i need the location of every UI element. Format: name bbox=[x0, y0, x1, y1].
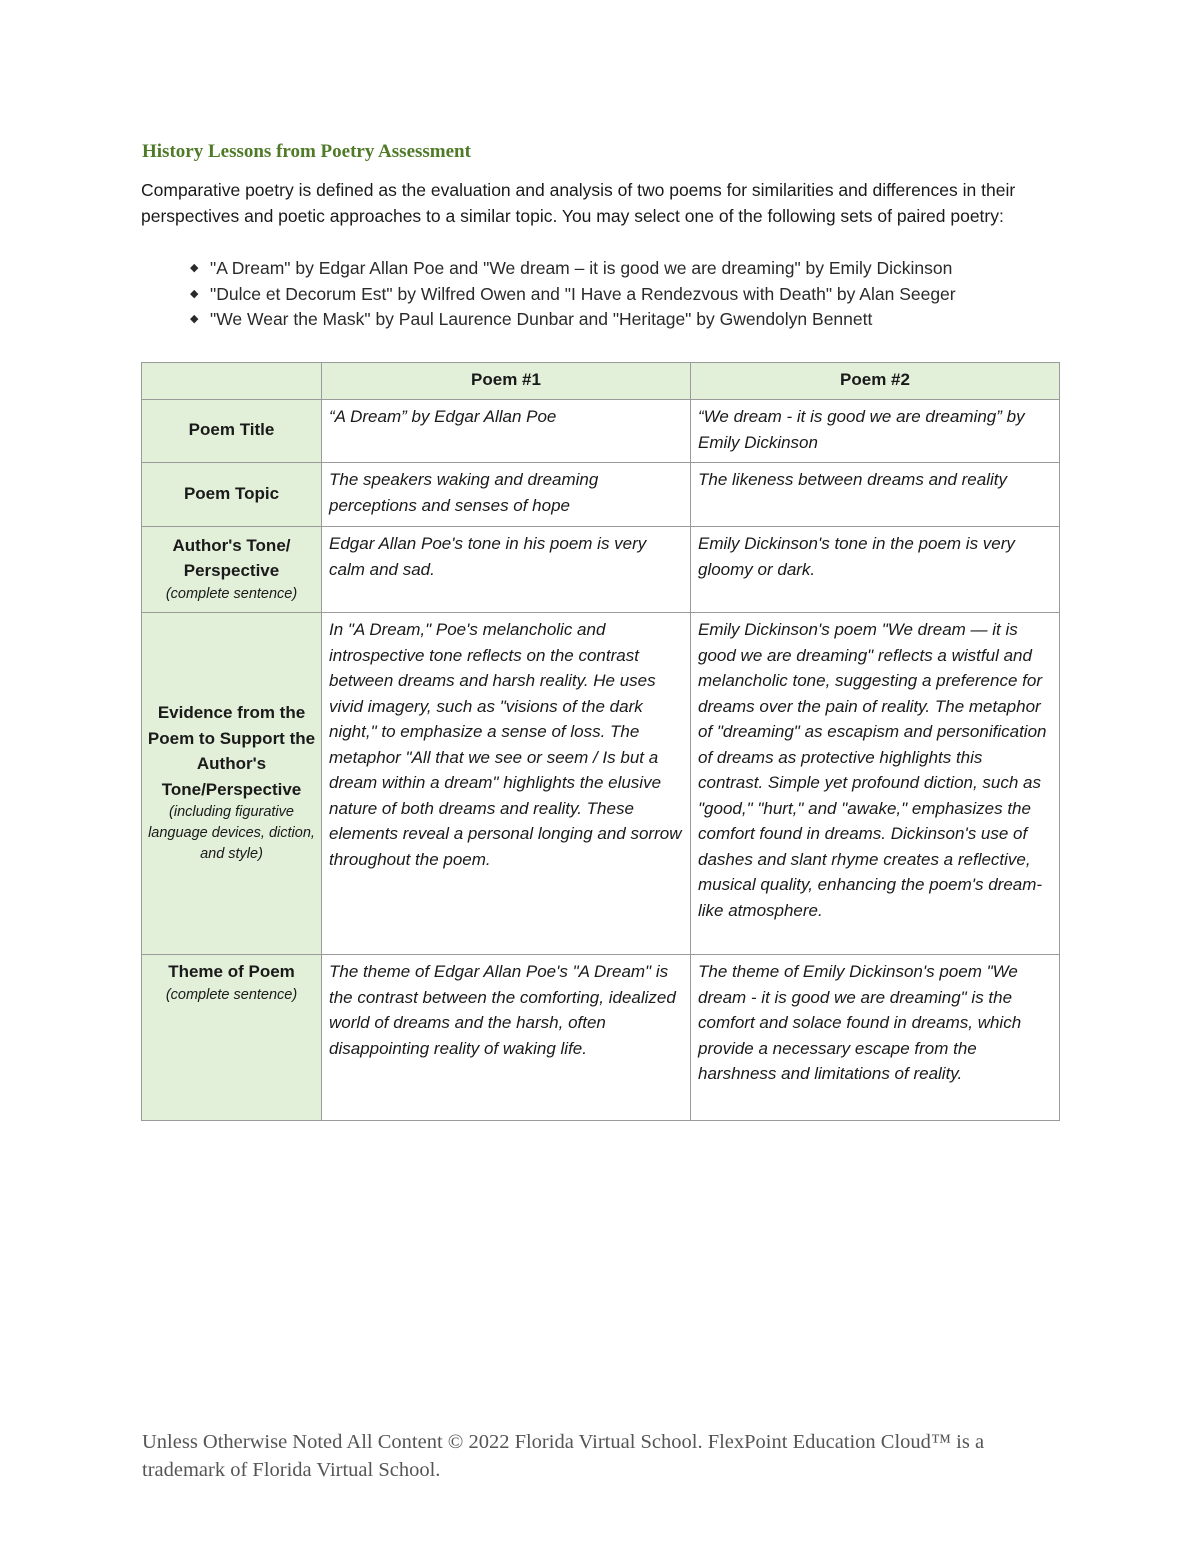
cell-text: In "A Dream," Poe's melancholic and introspective tone reflects on the contrast between dreams and harsh reality. He uses vivid imagery, such as "visions of the dark night," to emphasize a sense of loss. The metaphor "All that we see or seem / Is but a dream within a dream" highlights the elusive nature of both dreams and reality. These elements reveal a personal longing and sorrow throughout the poem. bbox=[329, 620, 682, 869]
row-header-poem-title bbox=[142, 400, 322, 463]
intro-paragraph: Comparative poetry is defined as the evaluation and analysis of two poems for similarities and differences in their perspectives and poetic approaches to a similar topic. You may select one of the following sets of paired poetry: bbox=[141, 180, 1016, 226]
poem-set-list bbox=[190, 256, 956, 333]
row-sublabel: (complete sentence) bbox=[165, 986, 298, 1003]
cell-text: The theme of Emily Dickinson's poem "We dream - it is good we are dreaming" is the comfort and solace found in dreams, which provide a necessary escape from the harshness and limitations of reality. bbox=[698, 962, 1022, 1083]
cell-poem-2[interactable] bbox=[691, 463, 1060, 527]
table-row bbox=[142, 613, 1060, 955]
cell-poem-2[interactable] bbox=[691, 955, 1060, 1121]
cell-text: The likeness between dreams and reality bbox=[698, 470, 1007, 489]
row-sublabel: (including figurative language devices, diction, and style) bbox=[148, 804, 315, 862]
cell-poem-2[interactable] bbox=[691, 527, 1060, 613]
row-header-tone bbox=[142, 527, 322, 613]
cell-text: “A Dream” by Edgar Allan Poe bbox=[329, 407, 557, 426]
cell-poem-2[interactable] bbox=[691, 400, 1060, 463]
cell-poem-1[interactable] bbox=[322, 955, 691, 1121]
column-header-poem-2: Poem #2 bbox=[691, 363, 1060, 400]
table-corner-cell bbox=[142, 363, 322, 400]
row-header-evidence bbox=[142, 613, 322, 955]
cell-poem-1[interactable] bbox=[322, 400, 691, 463]
page-title: History Lessons from Poetry Assessment bbox=[142, 141, 471, 162]
cell-poem-1[interactable] bbox=[322, 463, 691, 527]
list-item bbox=[190, 256, 956, 282]
cell-poem-2[interactable] bbox=[691, 613, 1060, 955]
cell-poem-1[interactable] bbox=[322, 613, 691, 955]
table-header-row bbox=[142, 363, 1060, 400]
cell-text: Emily Dickinson's tone in the poem is very gloomy or dark. bbox=[698, 534, 1015, 579]
cell-text: Emily Dickinson's poem "We dream — it is good we are dreaming" reflects a wistful and melancholic tone, suggesting a preference for dreams over the pain of reality. The metaphor of "dreaming" as escapism and personification of dreams as protective highlights this contrast. Simple yet profound diction, such as "good," "hurt," and "awake," emphasizes the comfort found in dreams. Dickinson's use of dashes and slant rhyme creates a reflective, musical quality, enhancing the poem's dream-like atmosphere. bbox=[698, 620, 1047, 920]
cell-text: The speakers waking and dreaming perceptions and senses of hope bbox=[329, 470, 599, 515]
comparison-table bbox=[141, 362, 1060, 1121]
table-row bbox=[142, 463, 1060, 527]
diamond-bullet-icon: ◆ bbox=[190, 287, 199, 300]
diamond-bullet-icon: ◆ bbox=[190, 262, 199, 274]
row-label: Poem Title bbox=[188, 420, 275, 440]
row-header-theme bbox=[142, 955, 322, 1121]
cell-text: Edgar Allan Poe's tone in his poem is very calm and sad. bbox=[329, 534, 647, 579]
row-label: Evidence from the Poem to Support the Author's Tone/Perspective bbox=[147, 703, 316, 799]
row-header-poem-topic bbox=[142, 463, 322, 527]
cell-text: The theme of Edgar Allan Poe's "A Dream" is the contrast between the comforting, idealized world of dreams and the harsh, often disappointing reality of waking life. bbox=[329, 962, 676, 1058]
poem-set-text: "A Dream" by Edgar Allan Poe and "We dream – it is good we are dreaming" by Emily Dickinson bbox=[210, 258, 953, 278]
list-item bbox=[190, 282, 956, 308]
table-row bbox=[142, 955, 1060, 1121]
diamond-bullet-icon: ◆ bbox=[190, 313, 199, 325]
row-label: Poem Topic bbox=[183, 483, 280, 503]
row-label: Author's Tone/ Perspective bbox=[172, 535, 291, 580]
row-sublabel: (complete sentence) bbox=[165, 585, 298, 602]
table-row bbox=[142, 527, 1060, 613]
copyright-footer: Unless Otherwise Noted All Content © 2022 Florida Virtual School. FlexPoint Education Cloud™ is a trademark of Florida Virtual School. bbox=[142, 1431, 985, 1481]
cell-text: “We dream - it is good we are dreaming” by Emily Dickinson bbox=[698, 407, 1025, 452]
table-row bbox=[142, 400, 1060, 463]
poem-set-text: "We Wear the Mask" by Paul Laurence Dunbar and "Heritage" by Gwendolyn Bennett bbox=[210, 309, 873, 329]
list-item bbox=[190, 307, 956, 333]
poem-set-text: "Dulce et Decorum Est" by Wilfred Owen and "I Have a Rendezvous with Death" by Alan Seeger bbox=[210, 283, 956, 304]
column-header-poem-1: Poem #1 bbox=[322, 363, 691, 400]
cell-poem-1[interactable] bbox=[322, 527, 691, 613]
row-label: Theme of Poem bbox=[168, 962, 295, 981]
